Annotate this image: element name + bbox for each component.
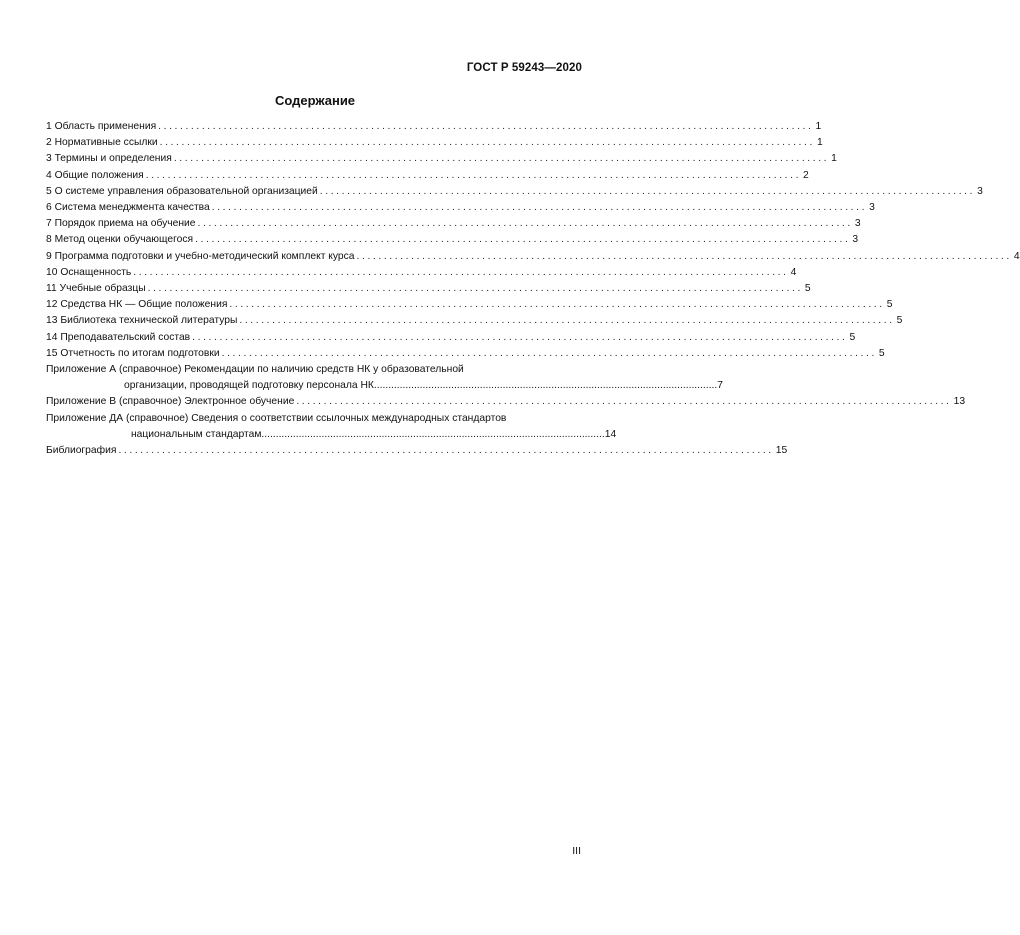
dot-leader: ........................................................................................................................	[211, 202, 868, 214]
toc-entry-label: 9 Программа подготовки и учебно-методический комплект курса	[46, 250, 355, 262]
toc-entry[interactable]	[46, 168, 809, 184]
toc-entry-appendix-da[interactable]	[46, 411, 617, 443]
toc-entry-label: 4 Общие положения	[46, 169, 144, 181]
toc-entry-appendix-b[interactable]	[46, 394, 966, 410]
toc-entry-page: 5	[849, 331, 856, 343]
toc-entry-page: 1	[815, 121, 822, 132]
toc-entry[interactable]	[46, 151, 837, 167]
dot-leader: ........................................................................................................................	[192, 331, 848, 343]
toc-entry-page: 1	[831, 153, 837, 165]
toc-entry-label: 15 Отчетность по итогам подготовки	[46, 347, 220, 359]
toc-entry[interactable]	[46, 119, 822, 135]
dot-leader: ........................................................................................................................	[356, 250, 1012, 262]
dot-leader: ........................................................................................................................	[239, 315, 895, 327]
toc-entry-bibliography[interactable]	[46, 443, 788, 459]
toc-entry-page: 3	[852, 234, 859, 246]
table-of-contents	[46, 119, 1020, 459]
toc-entry-label: Приложение А (справочное) Рекомендации по наличию средств НК у образовательной	[46, 364, 464, 376]
dot-leader: ........................................................................................................................	[296, 396, 952, 408]
toc-entry-label: Библиография	[46, 445, 117, 457]
dot-leader: ........................................................................................................................	[133, 266, 789, 278]
toc-entry-label: 13 Библиотека технической литературы	[46, 315, 238, 327]
toc-entry[interactable]	[46, 265, 797, 281]
toc-entry-label: 10 Оснащенность	[46, 266, 132, 278]
toc-entry-label: 12 Средства НК — Общие положения	[46, 299, 228, 311]
toc-entry-label-cont: национальным стандартам	[131, 428, 262, 440]
toc-entry-label: 2 Нормативные ссылки	[46, 137, 158, 149]
toc-entry-label: 8 Метод оценки обучающегося	[46, 234, 194, 246]
toc-entry-label: Приложение ДА (справочное) Сведения о соответствии ссылочных международных стандартов	[46, 412, 507, 424]
toc-entry[interactable]	[46, 135, 823, 151]
toc-entry-label: Приложение В (справочное) Электронное обучение	[46, 396, 295, 408]
dot-leader: ........................................................................................................................	[173, 153, 830, 165]
toc-entry[interactable]	[46, 216, 861, 232]
toc-entry[interactable]	[46, 313, 903, 329]
dot-leader: ........................................................................................................................	[261, 428, 605, 440]
toc-entry-label: 7 Порядок приема на обучение	[46, 218, 196, 230]
toc-entry-page: 4	[790, 266, 797, 278]
dot-leader: ........................................................................................................................	[221, 347, 877, 359]
toc-entry-page: 5	[804, 283, 811, 295]
toc-entry-page: 5	[886, 299, 893, 311]
document-id: ГОСТ Р 59243—2020	[466, 62, 582, 74]
toc-entry-page: 7	[717, 380, 723, 392]
dot-leader: ........................................................................................................................	[158, 121, 814, 132]
toc-title: Содержание	[274, 93, 356, 108]
toc-entry-page: 3	[869, 202, 875, 214]
toc-entry-label: 14 Преподавательский состав	[46, 331, 191, 343]
toc-entry[interactable]	[46, 297, 893, 313]
dot-leader: ........................................................................................................................	[319, 185, 976, 197]
dot-leader: ........................................................................................................................	[118, 445, 774, 457]
dot-leader: ........................................................................................................................	[373, 380, 718, 392]
toc-entry-page: 1	[816, 137, 823, 149]
toc-entry-label: 11 Учебные образцы	[46, 283, 146, 295]
toc-entry-page: 14	[604, 428, 617, 440]
dot-leader: ........................................................................................................................	[145, 169, 802, 181]
toc-entry[interactable]	[46, 232, 859, 248]
toc-entry[interactable]	[46, 200, 875, 216]
toc-entry-label: 1 Область применения	[46, 121, 157, 132]
dot-leader: ........................................................................................................................	[147, 283, 803, 295]
toc-entry-page: 15	[775, 445, 788, 457]
toc-entry-label: 3 Термины и определения	[46, 153, 172, 165]
toc-entry[interactable]	[46, 346, 885, 362]
toc-entry-page: 3	[854, 218, 861, 230]
toc-entry-page: 13	[953, 396, 966, 408]
toc-entry[interactable]	[46, 281, 811, 297]
page-number: III	[572, 845, 581, 857]
toc-entry[interactable]	[46, 249, 1020, 265]
toc-entry[interactable]	[46, 184, 983, 200]
toc-entry-page: 5	[878, 347, 885, 359]
toc-entry-page: 3	[977, 185, 983, 197]
toc-entry[interactable]	[46, 330, 856, 346]
dot-leader: ........................................................................................................................	[159, 137, 815, 149]
toc-entry-page: 5	[896, 315, 903, 327]
toc-entry-label: 5 О системе управления образовательной организацией	[46, 185, 318, 197]
toc-entry-page: 4	[1013, 250, 1020, 262]
dot-leader: ........................................................................................................................	[197, 218, 853, 230]
toc-entry-label-cont: организации, проводящей подготовку персонала НК	[124, 380, 374, 392]
dot-leader: ........................................................................................................................	[195, 234, 851, 246]
toc-entry-page: 2	[803, 169, 809, 181]
dot-leader: ........................................................................................................................	[229, 299, 885, 311]
toc-entry-appendix-a[interactable]	[46, 362, 723, 394]
toc-entry-label: 6 Система менеджмента качества	[46, 202, 210, 214]
